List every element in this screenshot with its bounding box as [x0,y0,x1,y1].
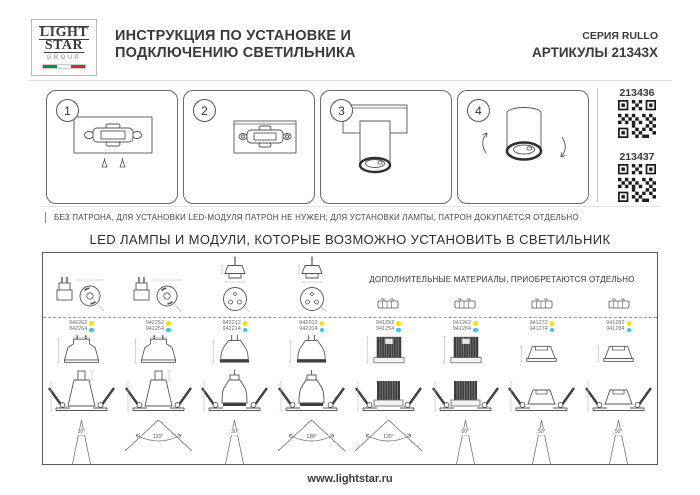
lamp-column-4 [273,318,350,464]
lamp-drawing [582,334,655,368]
beam-angle-label: 50° [614,429,623,435]
step-number-badge: 2 [193,99,216,122]
warm-dot-icon [320,321,325,326]
article-number: 942204 [299,326,318,333]
beam-diagram [198,420,271,464]
article-number: 942252 [145,319,165,326]
articles-label: АРТИКУЛЫ 21343X [532,45,658,60]
beam-angle-label: 120° [306,434,317,440]
fixture-drawing [352,368,425,420]
article-pair [299,319,324,334]
lamp-compatibility-box [42,252,658,465]
article-pair [376,319,401,334]
lamp-column-8 [580,318,657,464]
steps-divider [40,206,660,207]
qr-article-label: 213437 [619,151,655,163]
page-title [115,28,356,62]
website-url: www.lightstar.ru [307,473,393,485]
warm-dot-icon [166,321,171,326]
lamp-drawing [275,334,348,368]
lightstar-logo [31,19,97,76]
logo-text: GROUP [46,54,82,61]
gu10-socket-drawing [120,253,197,317]
beam-diagram [429,420,502,464]
fixture-drawing [429,368,502,420]
beam-angle-label: 30° [231,429,239,435]
article-pair [606,319,631,334]
qr-divider-line [597,88,598,202]
socket-note: БЕЗ ПАТРОНА, ДЛЯ УСТАНОВКИ LED-МОДУЛЯ ПАТРОН НЕ НУЖЕН; ДЛЯ УСТАНОВКИ ЛАМПЫ, ПАТРОН ДОКУПАЕТСЯ ОТДЕЛЬНО [45,212,654,223]
article-number: 941264 [452,326,472,333]
cool-dot-icon [166,328,171,333]
lamp-column-6 [427,318,504,464]
article-pair [69,319,94,334]
article-number: 941254 [375,326,395,333]
cool-dot-icon [89,328,94,333]
lamp-drawing [198,334,271,368]
beam-diagram [505,420,578,464]
step-box-4 [457,90,589,204]
step-box-1 [46,90,178,204]
qr-article-label: 213436 [619,87,655,99]
article-number: 942202 [299,319,318,326]
lamp-columns-row [43,318,657,464]
cool-dot-icon [473,328,478,333]
step-number-badge: 3 [330,99,353,122]
article-number: 941284 [606,326,625,333]
beam-angle-label: 30° [77,429,86,435]
step-box-2 [183,90,315,204]
fixture-drawing [122,368,195,420]
warm-dot-icon [243,321,248,326]
article-number: 941262 [452,319,472,326]
fixture-drawing [45,368,118,420]
article-pair [146,319,171,334]
logo-text: STAR [44,37,84,53]
beam-angle-label: 120° [152,434,164,440]
beam-angle-label: 50° [461,429,469,435]
article-number: 942214 [222,326,241,333]
step-number-badge: 1 [56,99,79,122]
beam-angle-label: 50° [538,429,546,435]
italy-flag-icon [42,64,86,70]
warm-dot-icon [396,321,401,326]
warm-dot-icon [627,321,632,326]
beam-diagram [45,420,118,464]
article-pair [453,319,478,334]
header-divider [28,80,672,81]
lamp-drawing [505,334,578,368]
lamp-column-3 [197,318,274,464]
fixture-drawing [275,368,348,420]
beam-diagram [352,420,425,464]
cool-dot-icon [243,328,248,333]
logo-text: LIGHT [39,24,89,40]
cool-dot-icon [627,328,632,333]
connector-icon [427,253,504,317]
cool-dot-icon [320,328,325,333]
step-box-3 [320,90,452,204]
step-number-badge: 4 [467,99,490,122]
article-pair [222,319,247,334]
lamp-drawing [122,334,195,368]
lamp-column-5 [350,318,427,464]
beam-diagram [275,420,348,464]
article-number: 941282 [606,319,625,326]
additional-materials-note: ДОПОЛНИТЕЛЬНЫЕ МАТЕРИАЛЫ, ПРИОБРЕТАЮТСЯ ОТДЕЛЬНО [369,275,635,284]
lamp-column-7 [504,318,581,464]
cool-dot-icon [396,328,401,333]
mr16-socket-drawing [197,253,274,317]
lamp-column-2 [120,318,197,464]
article-number: 941252 [375,319,395,326]
fixture-drawing [582,368,655,420]
beam-angle-label: 120° [383,434,394,440]
lamp-drawing [45,334,118,368]
beam-diagram [582,420,655,464]
article-number: 941274 [529,326,548,333]
title-line-2: ПОДКЛЮЧЕНИЮ СВЕТИЛЬНИКА [115,45,356,61]
article-pair [529,319,554,334]
mr16-socket-drawing [273,253,350,317]
fixture-drawing [505,368,578,420]
lamp-drawing [429,334,502,368]
sockets-row [43,253,657,317]
article-number: 942262 [68,319,88,326]
series-label: СЕРИЯ RULLO [582,30,658,42]
connector-icon [504,253,581,317]
qr-code-image [618,164,656,202]
gu10-socket-drawing [43,253,120,317]
lamp-column-1 [43,318,120,464]
cool-dot-icon [550,328,555,333]
title-line-1: ИНСТРУКЦИЯ ПО УСТАНОВКЕ И [115,28,352,44]
fixture-drawing [198,368,271,420]
lamp-drawing [352,334,425,368]
warm-dot-icon [550,321,555,326]
warm-dot-icon [473,321,478,326]
article-number: 942212 [222,319,241,326]
article-number: 941272 [529,319,548,326]
beam-diagram [122,420,195,464]
series-block [532,30,658,60]
section-title: LED ЛАМПЫ И МОДУЛИ, КОТОРЫЕ ВОЗМОЖНО УСТАНОВИТЬ В СВЕТИЛЬНИК [89,232,611,247]
warm-dot-icon [89,321,94,326]
connector-icon [350,253,427,317]
connector-icon [580,253,657,317]
article-number: 942264 [68,326,88,333]
qr-code-image [618,100,656,138]
article-number: 942254 [145,326,165,333]
